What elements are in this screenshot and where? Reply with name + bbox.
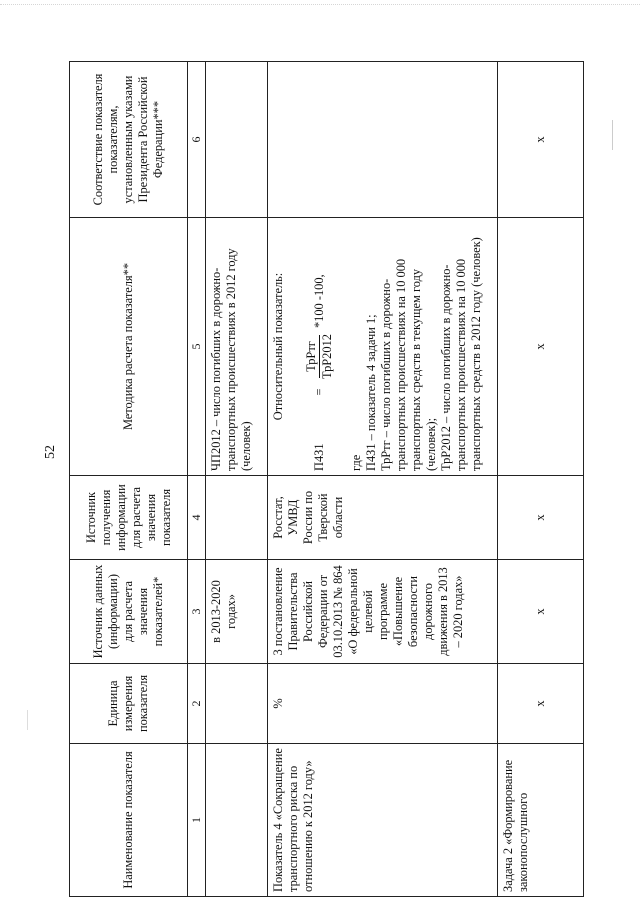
cell-indicator-name: Задача 2 «Формирование законопослушного: [498, 744, 584, 897]
methodology-intro: Относительный показатель:: [271, 272, 285, 421]
header-methodology: Методика расчета показателя**: [70, 218, 188, 476]
cell-data-source: х: [498, 560, 584, 664]
formula-definition: ТрРтг – число погибших в дорожно-транспортных происшествиях на 10 000 транспортных средств в текущем году (человек);: [379, 258, 438, 471]
cell-compliance: [268, 62, 498, 218]
rotated-table-container: [69, 62, 589, 897]
formula-definition: ТрР2012 – число погибших в дорожно-транспортных происшествиях на 10 000 транспортных средств в 2012 году (человек): [439, 237, 483, 471]
cell-indicator-name: [206, 744, 268, 897]
formula-rest: *100 -100,: [312, 274, 326, 329]
cell-info-source: х: [498, 476, 584, 560]
column-number: 1: [188, 744, 206, 897]
table-header-row: [70, 62, 188, 897]
formula-fraction: [304, 334, 335, 379]
formula: [304, 222, 335, 471]
formula-lhs: П4З1: [312, 443, 326, 471]
column-number: 2: [188, 664, 206, 744]
formula-equals: =: [312, 388, 326, 396]
cell-compliance: [206, 62, 268, 218]
scan-artifact-top: [0, 4, 640, 11]
formula-definition: П4З1 – показатель 4 задачи 1;: [364, 314, 378, 471]
formula-numerator: ТрРтг: [304, 335, 320, 378]
cell-unit: х: [498, 664, 584, 744]
cell-info-source: [206, 476, 268, 560]
header-data-source: Источник данных (информации) для расчета значения показателей*: [70, 560, 188, 664]
cell-unit: [206, 664, 268, 744]
column-number: 5: [188, 218, 206, 476]
table-row: [206, 62, 268, 897]
cell-methodology: х: [498, 218, 584, 476]
formula-where: где: [349, 454, 363, 471]
column-number-row: [188, 62, 206, 897]
scan-artifact-left: [27, 710, 28, 730]
cell-data-source: в 2013-2020 годах»: [206, 560, 268, 664]
page-number: 52: [43, 445, 58, 459]
scan-artifact-right: [612, 120, 613, 150]
table-row: [268, 62, 498, 897]
cell-unit: %: [268, 664, 498, 744]
header-info-source: Источник получения информации для расчета значения показателя: [70, 476, 188, 560]
cell-data-source: 3 постановление Правительства Российской Федерации от 03.10.2013 № 864 «О федеральной целевой программе «Повышение безопасности дорожного движения в 2013 – 2020 годах»: [268, 560, 498, 664]
cell-indicator-name: Показатель 4 «Сокращение транспортного риска по отношению к 2012 году»: [268, 744, 498, 897]
column-number: 6: [188, 62, 206, 218]
cell-info-source: Росстат, УМВД России по Тверской области: [268, 476, 498, 560]
table-row: [498, 62, 584, 897]
cell-methodology: [268, 218, 498, 476]
header-unit: Единица измерения показателя: [70, 664, 188, 744]
formula-denominator: ТрР2012: [320, 334, 334, 379]
cell-compliance: х: [498, 62, 584, 218]
indicators-table: [69, 61, 584, 897]
header-compliance: Соответствие показателя показателям, установленным указами Президента Российской Федерации***: [70, 62, 188, 218]
column-number: 3: [188, 560, 206, 664]
column-number: 4: [188, 476, 206, 560]
cell-methodology: ЧП2012 – число погибших в дорожно-транспортных происшествиях в 2012 году (человек): [206, 218, 268, 476]
header-indicator-name: Наименование показателя: [70, 744, 188, 897]
